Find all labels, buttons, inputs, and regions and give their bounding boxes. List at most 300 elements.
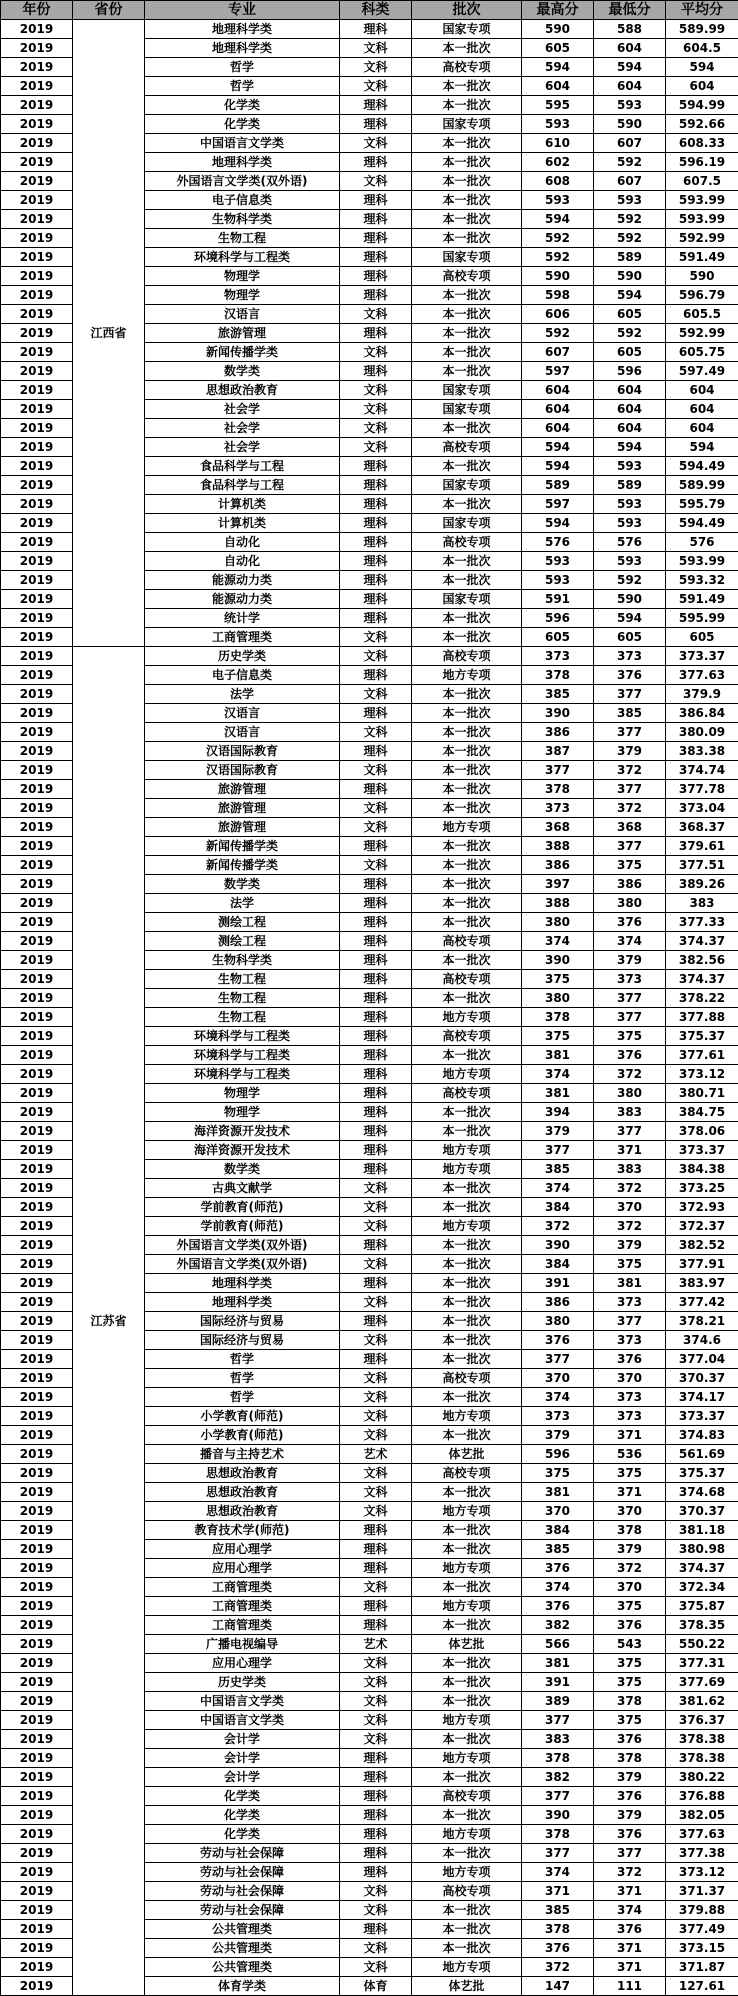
batch-cell: 本一批次	[412, 1103, 522, 1122]
avg-score-cell: 372.37	[666, 1217, 738, 1236]
min-score-cell: 375	[594, 1597, 666, 1616]
major-cell: 新闻传播学类	[145, 343, 340, 362]
max-score-cell: 385	[522, 1540, 594, 1559]
min-score-cell: 374	[594, 932, 666, 951]
avg-score-cell: 375.37	[666, 1027, 738, 1046]
min-score-cell: 383	[594, 1103, 666, 1122]
avg-score-cell: 605.75	[666, 343, 738, 362]
subject-type-cell: 理科	[340, 704, 412, 723]
min-score-cell: 377	[594, 1122, 666, 1141]
major-cell: 劳动与社会保障	[145, 1863, 340, 1882]
subject-type-cell: 理科	[340, 970, 412, 989]
subject-type-cell: 理科	[340, 324, 412, 343]
major-cell: 思想政治教育	[145, 1464, 340, 1483]
avg-score-cell: 384.75	[666, 1103, 738, 1122]
year-cell: 2019	[1, 1426, 73, 1445]
max-score-cell: 390	[522, 1806, 594, 1825]
avg-score-cell: 379.88	[666, 1901, 738, 1920]
max-score-cell: 590	[522, 267, 594, 286]
min-score-cell: 370	[594, 1578, 666, 1597]
subject-type-cell: 文科	[340, 1255, 412, 1274]
avg-score-cell: 374.37	[666, 970, 738, 989]
min-score-cell: 592	[594, 324, 666, 343]
batch-cell: 高校专项	[412, 267, 522, 286]
subject-type-cell: 体育	[340, 1977, 412, 1996]
year-cell: 2019	[1, 495, 73, 514]
batch-cell: 本一批次	[412, 1806, 522, 1825]
avg-score-cell: 382.56	[666, 951, 738, 970]
year-cell: 2019	[1, 894, 73, 913]
batch-cell: 高校专项	[412, 1027, 522, 1046]
min-score-cell: 590	[594, 590, 666, 609]
year-cell: 2019	[1, 742, 73, 761]
min-score-cell: 379	[594, 1540, 666, 1559]
batch-cell: 本一批次	[412, 951, 522, 970]
subject-type-cell: 理科	[340, 1521, 412, 1540]
avg-score-cell: 378.38	[666, 1730, 738, 1749]
year-cell: 2019	[1, 343, 73, 362]
max-score-cell: 388	[522, 894, 594, 913]
min-score-cell: 377	[594, 1844, 666, 1863]
batch-cell: 本一批次	[412, 1939, 522, 1958]
major-cell: 国际经济与贸易	[145, 1331, 340, 1350]
year-cell: 2019	[1, 1844, 73, 1863]
avg-score-cell: 377.78	[666, 780, 738, 799]
subject-type-cell: 文科	[340, 799, 412, 818]
batch-cell: 本一批次	[412, 1255, 522, 1274]
max-score-cell: 371	[522, 1882, 594, 1901]
year-cell: 2019	[1, 647, 73, 666]
batch-cell: 高校专项	[412, 647, 522, 666]
major-cell: 哲学	[145, 58, 340, 77]
max-score-cell: 373	[522, 647, 594, 666]
min-score-cell: 592	[594, 229, 666, 248]
year-cell: 2019	[1, 571, 73, 590]
major-cell: 社会学	[145, 419, 340, 438]
max-score-cell: 604	[522, 381, 594, 400]
min-score-cell: 376	[594, 1787, 666, 1806]
avg-score-cell: 576	[666, 533, 738, 552]
major-cell: 劳动与社会保障	[145, 1844, 340, 1863]
major-cell: 应用心理学	[145, 1559, 340, 1578]
avg-score-cell: 379.9	[666, 685, 738, 704]
subject-type-cell: 文科	[340, 1179, 412, 1198]
min-score-cell: 375	[594, 1027, 666, 1046]
max-score-cell: 593	[522, 191, 594, 210]
subject-type-cell: 理科	[340, 742, 412, 761]
subject-type-cell: 理科	[340, 780, 412, 799]
avg-score-cell: 373.37	[666, 1141, 738, 1160]
major-cell: 会计学	[145, 1768, 340, 1787]
batch-cell: 高校专项	[412, 932, 522, 951]
major-cell: 会计学	[145, 1730, 340, 1749]
batch-cell: 本一批次	[412, 875, 522, 894]
avg-score-cell: 597.49	[666, 362, 738, 381]
min-score-cell: 372	[594, 1065, 666, 1084]
avg-score-cell: 594	[666, 58, 738, 77]
batch-cell: 本一批次	[412, 913, 522, 932]
header-avg-score: 平均分	[666, 1, 738, 20]
avg-score-cell: 380.98	[666, 1540, 738, 1559]
avg-score-cell: 371.37	[666, 1882, 738, 1901]
max-score-cell: 381	[522, 1483, 594, 1502]
avg-score-cell: 375.37	[666, 1464, 738, 1483]
avg-score-cell: 596.19	[666, 153, 738, 172]
subject-type-cell: 文科	[340, 761, 412, 780]
min-score-cell: 377	[594, 685, 666, 704]
max-score-cell: 372	[522, 1217, 594, 1236]
major-cell: 哲学	[145, 77, 340, 96]
max-score-cell: 593	[522, 571, 594, 590]
major-cell: 环境科学与工程类	[145, 248, 340, 267]
min-score-cell: 377	[594, 1008, 666, 1027]
major-cell: 环境科学与工程类	[145, 1046, 340, 1065]
subject-type-cell: 理科	[340, 533, 412, 552]
max-score-cell: 390	[522, 951, 594, 970]
max-score-cell: 605	[522, 39, 594, 58]
major-cell: 化学类	[145, 1787, 340, 1806]
min-score-cell: 371	[594, 1426, 666, 1445]
major-cell: 物理学	[145, 1103, 340, 1122]
max-score-cell: 592	[522, 229, 594, 248]
batch-cell: 本一批次	[412, 153, 522, 172]
year-cell: 2019	[1, 1350, 73, 1369]
major-cell: 思想政治教育	[145, 381, 340, 400]
batch-cell: 地方专项	[412, 1559, 522, 1578]
major-cell: 中国语言文学类	[145, 134, 340, 153]
max-score-cell: 368	[522, 818, 594, 837]
avg-score-cell: 380.71	[666, 1084, 738, 1103]
min-score-cell: 375	[594, 856, 666, 875]
subject-type-cell: 理科	[340, 210, 412, 229]
year-cell: 2019	[1, 533, 73, 552]
min-score-cell: 375	[594, 1255, 666, 1274]
major-cell: 公共管理类	[145, 1939, 340, 1958]
max-score-cell: 596	[522, 1445, 594, 1464]
major-cell: 公共管理类	[145, 1958, 340, 1977]
major-cell: 化学类	[145, 115, 340, 134]
subject-type-cell: 理科	[340, 1597, 412, 1616]
max-score-cell: 386	[522, 856, 594, 875]
year-cell: 2019	[1, 1825, 73, 1844]
subject-type-cell: 文科	[340, 1464, 412, 1483]
year-cell: 2019	[1, 685, 73, 704]
year-cell: 2019	[1, 1483, 73, 1502]
year-cell: 2019	[1, 1920, 73, 1939]
batch-cell: 高校专项	[412, 1787, 522, 1806]
year-cell: 2019	[1, 1065, 73, 1084]
year-cell: 2019	[1, 1160, 73, 1179]
subject-type-cell: 理科	[340, 1008, 412, 1027]
subject-type-cell: 艺术	[340, 1445, 412, 1464]
subject-type-cell: 文科	[340, 1426, 412, 1445]
subject-type-cell: 理科	[340, 1084, 412, 1103]
subject-type-cell: 文科	[340, 856, 412, 875]
year-cell: 2019	[1, 1958, 73, 1977]
batch-cell: 高校专项	[412, 533, 522, 552]
year-cell: 2019	[1, 1673, 73, 1692]
max-score-cell: 386	[522, 723, 594, 742]
max-score-cell: 607	[522, 343, 594, 362]
max-score-cell: 593	[522, 115, 594, 134]
major-cell: 统计学	[145, 609, 340, 628]
min-score-cell: 380	[594, 1084, 666, 1103]
year-cell: 2019	[1, 875, 73, 894]
year-cell: 2019	[1, 153, 73, 172]
avg-score-cell: 376.37	[666, 1711, 738, 1730]
subject-type-cell: 理科	[340, 1559, 412, 1578]
year-cell: 2019	[1, 1939, 73, 1958]
header-year: 年份	[1, 1, 73, 20]
min-score-cell: 370	[594, 1198, 666, 1217]
avg-score-cell: 382.52	[666, 1236, 738, 1255]
min-score-cell: 593	[594, 457, 666, 476]
avg-score-cell: 370.37	[666, 1369, 738, 1388]
year-cell: 2019	[1, 1787, 73, 1806]
min-score-cell: 372	[594, 1179, 666, 1198]
major-cell: 旅游管理	[145, 799, 340, 818]
major-cell: 社会学	[145, 400, 340, 419]
subject-type-cell: 文科	[340, 1711, 412, 1730]
avg-score-cell: 374.37	[666, 1559, 738, 1578]
table-row	[1, 647, 738, 666]
year-cell: 2019	[1, 951, 73, 970]
year-cell: 2019	[1, 248, 73, 267]
batch-cell: 本一批次	[412, 704, 522, 723]
year-cell: 2019	[1, 1502, 73, 1521]
max-score-cell: 380	[522, 913, 594, 932]
max-score-cell: 379	[522, 1426, 594, 1445]
major-cell: 测绘工程	[145, 913, 340, 932]
batch-cell: 本一批次	[412, 1274, 522, 1293]
year-cell: 2019	[1, 1388, 73, 1407]
min-score-cell: 372	[594, 1559, 666, 1578]
year-cell: 2019	[1, 1293, 73, 1312]
avg-score-cell: 604	[666, 400, 738, 419]
avg-score-cell: 373.12	[666, 1065, 738, 1084]
avg-score-cell: 378.21	[666, 1312, 738, 1331]
year-cell: 2019	[1, 1521, 73, 1540]
max-score-cell: 376	[522, 1597, 594, 1616]
major-cell: 劳动与社会保障	[145, 1901, 340, 1920]
min-score-cell: 371	[594, 1141, 666, 1160]
subject-type-cell: 理科	[340, 229, 412, 248]
subject-type-cell: 理科	[340, 20, 412, 39]
min-score-cell: 375	[594, 1711, 666, 1730]
max-score-cell: 597	[522, 362, 594, 381]
min-score-cell: 376	[594, 1825, 666, 1844]
min-score-cell: 379	[594, 1236, 666, 1255]
major-cell: 哲学	[145, 1350, 340, 1369]
min-score-cell: 375	[594, 1464, 666, 1483]
year-cell: 2019	[1, 1274, 73, 1293]
avg-score-cell: 377.49	[666, 1920, 738, 1939]
min-score-cell: 375	[594, 1654, 666, 1673]
major-cell: 古典文献学	[145, 1179, 340, 1198]
subject-type-cell: 理科	[340, 894, 412, 913]
batch-cell: 地方专项	[412, 1597, 522, 1616]
min-score-cell: 375	[594, 1673, 666, 1692]
max-score-cell: 605	[522, 628, 594, 647]
min-score-cell: 543	[594, 1635, 666, 1654]
avg-score-cell: 593.99	[666, 191, 738, 210]
max-score-cell: 608	[522, 172, 594, 191]
min-score-cell: 370	[594, 1502, 666, 1521]
avg-score-cell: 378.35	[666, 1616, 738, 1635]
major-cell: 新闻传播学类	[145, 856, 340, 875]
avg-score-cell: 594.49	[666, 514, 738, 533]
min-score-cell: 594	[594, 286, 666, 305]
min-score-cell: 593	[594, 552, 666, 571]
avg-score-cell: 595.99	[666, 609, 738, 628]
batch-cell: 本一批次	[412, 989, 522, 1008]
major-cell: 电子信息类	[145, 666, 340, 685]
subject-type-cell: 理科	[340, 1787, 412, 1806]
avg-score-cell: 594.49	[666, 457, 738, 476]
min-score-cell: 373	[594, 1407, 666, 1426]
avg-score-cell: 383	[666, 894, 738, 913]
max-score-cell: 370	[522, 1369, 594, 1388]
min-score-cell: 372	[594, 799, 666, 818]
max-score-cell: 374	[522, 1065, 594, 1084]
major-cell: 历史学类	[145, 647, 340, 666]
major-cell: 法学	[145, 685, 340, 704]
major-cell: 应用心理学	[145, 1540, 340, 1559]
max-score-cell: 394	[522, 1103, 594, 1122]
min-score-cell: 368	[594, 818, 666, 837]
min-score-cell: 385	[594, 704, 666, 723]
subject-type-cell: 理科	[340, 153, 412, 172]
batch-cell: 高校专项	[412, 1369, 522, 1388]
year-cell: 2019	[1, 1616, 73, 1635]
subject-type-cell: 理科	[340, 1027, 412, 1046]
year-cell: 2019	[1, 1255, 73, 1274]
major-cell: 学前教育(师范)	[145, 1198, 340, 1217]
year-cell: 2019	[1, 20, 73, 39]
min-score-cell: 593	[594, 495, 666, 514]
max-score-cell: 376	[522, 1939, 594, 1958]
batch-cell: 地方专项	[412, 1863, 522, 1882]
subject-type-cell: 文科	[340, 419, 412, 438]
batch-cell: 本一批次	[412, 1122, 522, 1141]
max-score-cell: 391	[522, 1673, 594, 1692]
avg-score-cell: 593.32	[666, 571, 738, 590]
major-cell: 旅游管理	[145, 324, 340, 343]
major-cell: 工商管理类	[145, 1597, 340, 1616]
subject-type-cell: 理科	[340, 191, 412, 210]
batch-cell: 本一批次	[412, 210, 522, 229]
batch-cell: 本一批次	[412, 761, 522, 780]
batch-cell: 本一批次	[412, 1540, 522, 1559]
subject-type-cell: 理科	[340, 1844, 412, 1863]
major-cell: 地理科学类	[145, 39, 340, 58]
year-cell: 2019	[1, 1084, 73, 1103]
major-cell: 汉语国际教育	[145, 742, 340, 761]
batch-cell: 地方专项	[412, 1141, 522, 1160]
batch-cell: 本一批次	[412, 1578, 522, 1597]
max-score-cell: 379	[522, 1122, 594, 1141]
min-score-cell: 376	[594, 913, 666, 932]
max-score-cell: 374	[522, 1179, 594, 1198]
batch-cell: 本一批次	[412, 134, 522, 153]
major-cell: 学前教育(师范)	[145, 1217, 340, 1236]
subject-type-cell: 理科	[340, 1768, 412, 1787]
batch-cell: 本一批次	[412, 742, 522, 761]
year-cell: 2019	[1, 1711, 73, 1730]
year-cell: 2019	[1, 856, 73, 875]
header-row	[1, 1, 738, 20]
major-cell: 广播电视编导	[145, 1635, 340, 1654]
major-cell: 海洋资源开发技术	[145, 1141, 340, 1160]
batch-cell: 本一批次	[412, 1673, 522, 1692]
major-cell: 中国语言文学类	[145, 1692, 340, 1711]
avg-score-cell: 589.99	[666, 476, 738, 495]
year-cell: 2019	[1, 1692, 73, 1711]
year-cell: 2019	[1, 1141, 73, 1160]
avg-score-cell: 604	[666, 419, 738, 438]
year-cell: 2019	[1, 1901, 73, 1920]
major-cell: 工商管理类	[145, 1578, 340, 1597]
max-score-cell: 374	[522, 1388, 594, 1407]
batch-cell: 本一批次	[412, 77, 522, 96]
avg-score-cell: 374.6	[666, 1331, 738, 1350]
min-score-cell: 376	[594, 1730, 666, 1749]
min-score-cell: 376	[594, 1920, 666, 1939]
max-score-cell: 370	[522, 1502, 594, 1521]
max-score-cell: 391	[522, 1274, 594, 1293]
min-score-cell: 379	[594, 951, 666, 970]
min-score-cell: 376	[594, 666, 666, 685]
batch-cell: 本一批次	[412, 571, 522, 590]
year-cell: 2019	[1, 1559, 73, 1578]
avg-score-cell: 373.25	[666, 1179, 738, 1198]
min-score-cell: 379	[594, 742, 666, 761]
major-cell: 法学	[145, 894, 340, 913]
year-cell: 2019	[1, 210, 73, 229]
major-cell: 体育学类	[145, 1977, 340, 1996]
avg-score-cell: 381.18	[666, 1521, 738, 1540]
min-score-cell: 604	[594, 400, 666, 419]
max-score-cell: 397	[522, 875, 594, 894]
subject-type-cell: 文科	[340, 343, 412, 362]
min-score-cell: 381	[594, 1274, 666, 1293]
year-cell: 2019	[1, 1122, 73, 1141]
batch-cell: 地方专项	[412, 1160, 522, 1179]
subject-type-cell: 文科	[340, 58, 412, 77]
subject-type-cell: 理科	[340, 1540, 412, 1559]
avg-score-cell: 384.38	[666, 1160, 738, 1179]
subject-type-cell: 文科	[340, 1673, 412, 1692]
min-score-cell: 373	[594, 970, 666, 989]
year-cell: 2019	[1, 400, 73, 419]
subject-type-cell: 理科	[340, 552, 412, 571]
major-cell: 数学类	[145, 1160, 340, 1179]
subject-type-cell: 文科	[340, 1939, 412, 1958]
max-score-cell: 147	[522, 1977, 594, 1996]
batch-cell: 本一批次	[412, 362, 522, 381]
max-score-cell: 380	[522, 989, 594, 1008]
max-score-cell: 378	[522, 666, 594, 685]
batch-cell: 本一批次	[412, 172, 522, 191]
max-score-cell: 376	[522, 1331, 594, 1350]
avg-score-cell: 591.49	[666, 248, 738, 267]
avg-score-cell: 373.37	[666, 647, 738, 666]
max-score-cell: 378	[522, 1920, 594, 1939]
avg-score-cell: 375.87	[666, 1597, 738, 1616]
year-cell: 2019	[1, 552, 73, 571]
max-score-cell: 383	[522, 1730, 594, 1749]
major-cell: 工商管理类	[145, 1616, 340, 1635]
